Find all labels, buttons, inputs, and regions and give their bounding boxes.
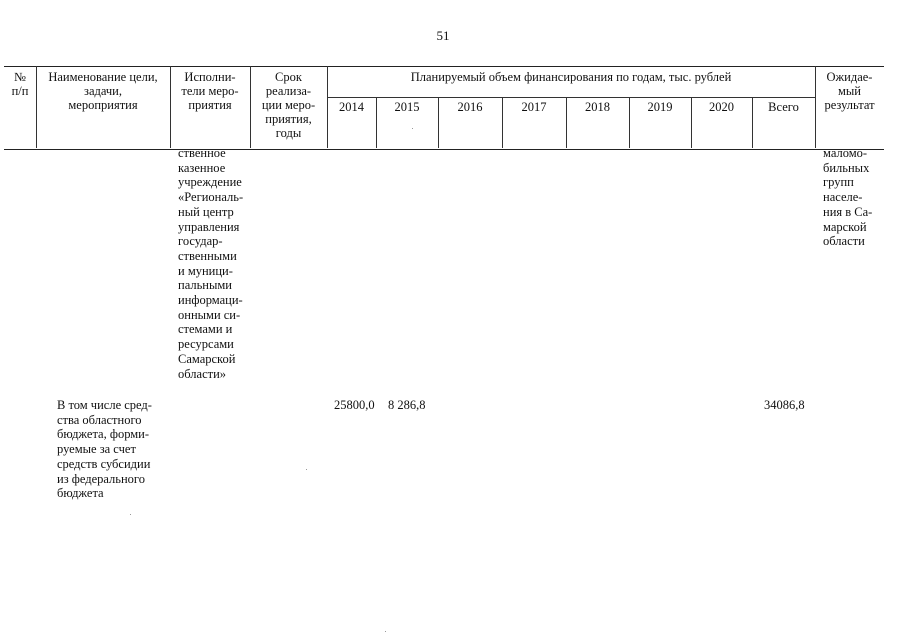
scan-speck [412,128,413,129]
header-name: Наименование цели, задачи, мероприятия [48,70,158,112]
sub-item-name: В том числе сред- ства областного бюджета, форми- руемые за счет средств субсидии из федерального бюджета [57,398,152,501]
value-2014: 25800,0 [334,398,375,412]
year-2019: 2019 [647,100,673,114]
year-total: Всего [768,100,799,114]
year-2016: 2016 [457,100,483,114]
header-funding: Планируемый объем финансирования по годам, тыс. рублей [410,70,732,84]
header-term: Срок реализа- ции меро- приятия, годы [261,70,316,140]
header-result: Ожидае- мый результат [824,70,875,112]
year-2015: 2015 [394,100,420,114]
value-2015: 8 286,8 [388,398,426,412]
scan-speck [130,514,131,515]
scan-speck [385,631,386,632]
scan-speck [306,469,307,470]
value-total: 34086,8 [764,398,805,412]
year-2018: 2018 [585,100,610,114]
executor-cell: ственное казенное учреждение «Региональ- ный центр управления государ- ственными и муници- пальными информаци- онными си- стемами и ресурсами Самарской области» [178,146,244,381]
page-number: 51 [436,28,450,43]
funding-subheader-line [327,97,815,98]
year-2017: 2017 [521,100,547,114]
header-executors: Исполни- тели меро- приятия [181,70,239,112]
year-2014: 2014 [339,100,364,114]
year-2020: 2020 [709,100,734,114]
header-number: № п/п [11,70,29,98]
result-cell: маломо- бильных групп населе- ния в Са- марской области [823,146,873,249]
